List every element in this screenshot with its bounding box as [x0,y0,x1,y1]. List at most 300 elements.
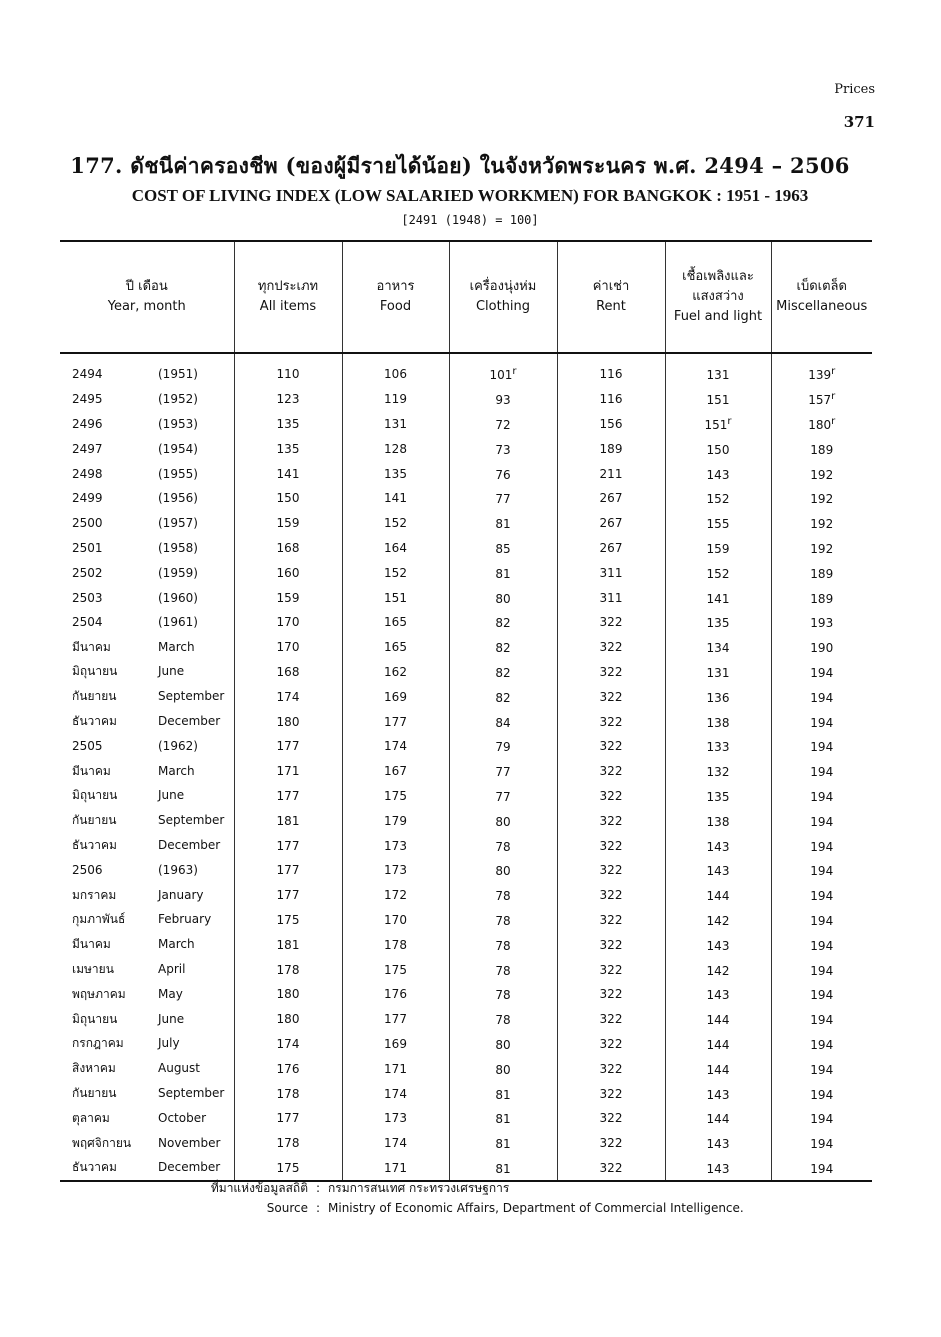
cell-value: 193 [810,616,834,631]
table-row [60,932,872,957]
year-month-cell [60,932,234,957]
cell-value: 179 [384,813,407,828]
year-english: June [158,1011,185,1026]
value-food [342,610,449,635]
value-clothing [449,353,557,387]
value-rent [557,1007,665,1032]
year-month-cell [60,883,234,908]
year-english: (1962) [158,739,198,754]
cell-value: 79 [495,740,511,755]
source-separator: : [315,1181,321,1195]
value-clothing [449,734,557,759]
value-all-items [234,461,342,486]
value-miscellaneous [771,709,872,734]
cell-value: 194 [810,715,834,730]
year-thai: 2497 [72,441,103,456]
value-rent [557,461,665,486]
value-rent [557,610,665,635]
year-thai: กันยายน [72,813,117,828]
cell-value: 141 [706,591,730,606]
value-fuel-light [665,511,771,536]
cell-value: 173 [384,863,407,878]
cell-value: 322 [599,788,623,803]
cell-value: 194 [810,1013,834,1028]
value-all-items [234,635,342,660]
value-miscellaneous [771,511,872,536]
year-english: August [158,1061,200,1076]
cell-value: 151 [706,393,730,408]
cell-value: 322 [599,1012,623,1027]
cell-value: 176 [276,1061,300,1076]
cell-value: 322 [599,987,623,1002]
cell-value: 180 [276,1012,300,1027]
value-fuel-light [665,784,771,809]
value-miscellaneous [771,684,872,709]
cell-value: 175 [276,912,300,927]
cell-value: 322 [599,664,623,679]
cell-value: 178 [384,937,407,952]
value-fuel-light [665,387,771,412]
year-thai: สิงหาคม [72,1061,116,1076]
cell-value: 119 [384,392,407,407]
value-food [342,957,449,982]
header-rent [557,241,665,353]
year-thai: กันยายน [72,1086,117,1100]
cell-value: 151 [704,417,728,432]
cell-value: 267 [599,491,623,506]
cell-value: 194 [810,690,834,705]
revised-note-mark: r [831,366,836,378]
cell-value: 77 [495,789,511,804]
cell-value: 180 [808,417,832,432]
value-rent [557,660,665,685]
year-thai: มีนาคม [72,763,111,778]
year-thai: 2500 [72,516,103,531]
value-food [342,709,449,734]
table-row [60,908,872,933]
value-fuel-light [665,560,771,585]
cell-value: 165 [384,640,407,655]
table-row [60,610,872,635]
year-month-cell [60,709,234,734]
value-all-items [234,560,342,585]
cell-value: 322 [599,937,623,952]
cell-value: 177 [384,1012,407,1027]
value-fuel-light [665,932,771,957]
year-english: (1958) [158,540,198,555]
cell-value: 168 [276,540,300,555]
header-all-items [234,241,342,353]
value-all-items [234,833,342,858]
cell-value: 150 [706,442,730,457]
cell-value: 73 [495,442,511,457]
cell-value: 160 [276,565,300,580]
cell-value: 322 [599,640,623,655]
year-thai: 2498 [72,466,103,481]
table-row [60,858,872,883]
value-rent [557,908,665,933]
value-fuel-light [665,610,771,635]
value-all-items [234,808,342,833]
value-food [342,734,449,759]
year-thai: 2496 [72,416,103,431]
year-english: October [158,1110,207,1125]
cell-value: 322 [599,813,623,828]
year-thai: 2504 [72,615,103,630]
cell-value: 141 [276,466,300,481]
cell-value: 80 [495,1037,511,1052]
cell-value: 189 [810,442,834,457]
header-en: Miscellaneous [776,299,868,314]
table-row [60,1007,872,1032]
cell-value: 143 [706,467,730,482]
cell-value: 78 [495,963,511,978]
cell-value: 194 [810,1062,834,1077]
cell-value: 311 [599,590,623,605]
cell-value: 174 [384,1086,407,1101]
cell-value: 77 [495,765,511,780]
cell-value: 322 [599,1136,623,1151]
cell-value: 211 [599,466,623,481]
value-miscellaneous [771,833,872,858]
value-clothing [449,1131,557,1156]
value-clothing [449,784,557,809]
value-all-items [234,908,342,933]
value-rent [557,784,665,809]
value-miscellaneous [771,1106,872,1131]
year-thai: มกราคม [72,887,117,902]
value-clothing [449,560,557,585]
year-month-cell [60,387,234,412]
table-row [60,883,872,908]
year-month-cell [60,1106,234,1131]
cell-value: 77 [495,492,511,507]
table-row [60,486,872,511]
header-en: Rent [596,299,626,314]
value-food [342,511,449,536]
value-clothing [449,1032,557,1057]
year-english: March [158,763,195,778]
cell-value: 136 [706,690,730,705]
value-fuel-light [665,684,771,709]
value-clothing [449,585,557,610]
year-thai: 2503 [72,590,103,605]
value-food [342,1081,449,1106]
cell-value: 171 [384,1061,407,1076]
value-rent [557,353,665,387]
year-english: September [158,689,225,704]
value-food [342,759,449,784]
value-food [342,387,449,412]
cell-value: 138 [706,715,730,730]
value-miscellaneous [771,585,872,610]
cell-value: 167 [384,764,407,779]
cell-value: 81 [495,1161,511,1176]
cell-value: 78 [495,1013,511,1028]
cell-value: 80 [495,1062,511,1077]
value-food [342,1056,449,1081]
value-fuel-light [665,436,771,461]
cell-value: 190 [810,641,834,656]
year-month-cell [60,461,234,486]
cell-value: 192 [810,467,834,482]
year-thai: กรกฎาคม [72,1036,124,1051]
year-month-cell [60,610,234,635]
value-food [342,660,449,685]
cell-value: 141 [384,491,407,506]
cell-value: 82 [495,665,511,680]
value-food [342,684,449,709]
year-english: July [158,1036,180,1051]
cell-value: 174 [384,1136,407,1151]
revised-note-mark: r [512,366,517,378]
table-row [60,461,872,486]
cell-value: 175 [384,788,407,803]
value-fuel-light [665,982,771,1007]
table-row [60,560,872,585]
value-rent [557,1106,665,1131]
value-fuel-light [665,461,771,486]
table-row [60,1081,872,1106]
year-english: December [158,838,221,853]
value-miscellaneous [771,784,872,809]
year-thai: 2495 [72,392,103,407]
year-thai: มิถุนายน [72,1011,118,1026]
value-clothing [449,1056,557,1081]
cell-value: 151 [384,590,407,605]
cell-value: 162 [384,664,407,679]
cell-value: 80 [495,591,511,606]
value-miscellaneous [771,536,872,561]
cell-value: 101 [489,368,513,383]
cell-value: 80 [495,814,511,829]
year-thai: กันยายน [72,689,117,704]
cell-value: 159 [706,541,730,556]
year-english: March [158,639,195,654]
value-miscellaneous [771,1056,872,1081]
source-label-english: Source [266,1201,308,1215]
cell-value: 143 [706,1087,730,1102]
year-english: December [158,714,221,729]
cell-value: 322 [599,1086,623,1101]
cell-value: 156 [599,416,623,431]
value-clothing [449,1081,557,1106]
value-food [342,784,449,809]
cell-value: 134 [706,641,730,656]
header-en: Year, month [107,299,186,314]
cell-value: 168 [276,664,300,679]
year-month-cell [60,858,234,883]
year-month-cell [60,784,234,809]
value-miscellaneous [771,982,872,1007]
cell-value: 322 [599,714,623,729]
cell-value: 135 [384,466,407,481]
cell-value: 322 [599,764,623,779]
cell-value: 194 [810,814,834,829]
cell-value: 81 [495,1087,511,1102]
cell-value: 322 [599,1061,623,1076]
value-all-items [234,1032,342,1057]
value-miscellaneous [771,660,872,685]
cell-value: 82 [495,690,511,705]
value-miscellaneous [771,734,872,759]
table-row [60,660,872,685]
value-food [342,412,449,437]
value-clothing [449,908,557,933]
table-row [60,387,872,412]
cell-value: 132 [706,765,730,780]
cell-value: 194 [810,963,834,978]
source-note [188,1178,744,1218]
value-all-items [234,957,342,982]
value-clothing [449,709,557,734]
cell-value: 194 [810,1087,834,1102]
cell-value: 135 [276,441,300,456]
cell-value: 322 [599,689,623,704]
cell-value: 267 [599,516,623,531]
value-miscellaneous [771,1156,872,1182]
value-food [342,1032,449,1057]
value-all-items [234,1056,342,1081]
value-all-items [234,387,342,412]
value-clothing [449,684,557,709]
value-miscellaneous [771,957,872,982]
value-fuel-light [665,536,771,561]
header-clothing [449,241,557,353]
cell-value: 194 [810,938,834,953]
cell-value: 175 [276,1160,300,1175]
cell-value: 194 [810,1161,834,1176]
value-all-items [234,486,342,511]
cell-value: 169 [384,1036,407,1051]
cell-value: 172 [384,888,407,903]
cell-value: 322 [599,912,623,927]
year-english: (1960) [158,590,198,605]
cell-value: 135 [706,616,730,631]
value-fuel-light [665,353,771,387]
value-fuel-light [665,957,771,982]
page-number: 371 [843,113,875,131]
value-clothing [449,1106,557,1131]
source-text-thai: กรมการสนเทศ กระทรวงเศรษฐการ [328,1181,510,1195]
cell-value: 152 [706,492,730,507]
table-row [60,957,872,982]
cell-value: 93 [495,393,511,408]
cell-value: 322 [599,1111,623,1126]
cell-value: 78 [495,839,511,854]
cell-value: 81 [495,1112,511,1127]
value-fuel-light [665,833,771,858]
header-fuel-light [665,241,771,353]
value-miscellaneous [771,759,872,784]
source-separator: : [315,1201,321,1215]
cell-value: 170 [276,640,300,655]
value-all-items [234,932,342,957]
header-th: เบ็ดเตล็ด [796,279,847,294]
cell-value: 174 [276,1036,300,1051]
value-rent [557,808,665,833]
value-fuel-light [665,486,771,511]
cell-value: 177 [276,863,300,878]
year-english: (1951) [158,367,198,382]
cell-value: 155 [706,517,730,532]
year-thai: 2501 [72,540,103,555]
revised-note-mark: r [831,415,836,427]
cell-value: 180 [276,714,300,729]
table-row [60,1131,872,1156]
year-month-cell [60,436,234,461]
year-english: June [158,788,185,803]
value-miscellaneous [771,858,872,883]
header-th: เครื่องนุ่งห่ม [469,279,537,294]
value-fuel-light [665,635,771,660]
cell-value: 72 [495,417,511,432]
cell-value: 128 [384,441,407,456]
value-rent [557,883,665,908]
value-rent [557,1032,665,1057]
cell-value: 81 [495,517,511,532]
header-th: อาหาร [376,279,415,294]
value-rent [557,412,665,437]
value-clothing [449,635,557,660]
table-row [60,734,872,759]
cell-value: 322 [599,888,623,903]
year-thai: 2502 [72,565,103,580]
year-month-cell [60,1032,234,1057]
value-food [342,1106,449,1131]
cell-value: 178 [276,962,300,977]
year-thai: ธันวาคม [72,714,117,729]
value-food [342,908,449,933]
cell-value: 176 [384,987,407,1002]
cell-value: 322 [599,1160,623,1175]
cell-value: 174 [384,739,407,754]
year-thai: 2499 [72,491,103,506]
cell-value: 322 [599,838,623,853]
cost-of-living-table [60,240,872,1182]
cell-value: 192 [810,541,834,556]
cell-value: 152 [706,566,730,581]
value-fuel-light [665,883,771,908]
cell-value: 82 [495,616,511,631]
value-all-items [234,511,342,536]
value-all-items [234,1081,342,1106]
year-month-cell [60,684,234,709]
cell-value: 78 [495,938,511,953]
year-month-cell [60,957,234,982]
year-thai: ตุลาคม [72,1110,110,1125]
year-month-cell [60,833,234,858]
value-all-items [234,1007,342,1032]
cell-value: 178 [276,1136,300,1151]
cell-value: 135 [276,416,300,431]
table-row [60,759,872,784]
cell-value: 194 [810,665,834,680]
value-miscellaneous [771,635,872,660]
year-english: February [158,912,212,927]
year-english: (1952) [158,392,198,407]
value-rent [557,560,665,585]
value-clothing [449,387,557,412]
cell-value: 144 [706,889,730,904]
year-thai: 2494 [72,367,103,382]
value-all-items [234,353,342,387]
cell-value: 143 [706,1161,730,1176]
cell-value: 322 [599,615,623,630]
cell-value: 180 [276,987,300,1002]
cell-value: 138 [706,814,730,829]
year-english: (1955) [158,466,198,481]
